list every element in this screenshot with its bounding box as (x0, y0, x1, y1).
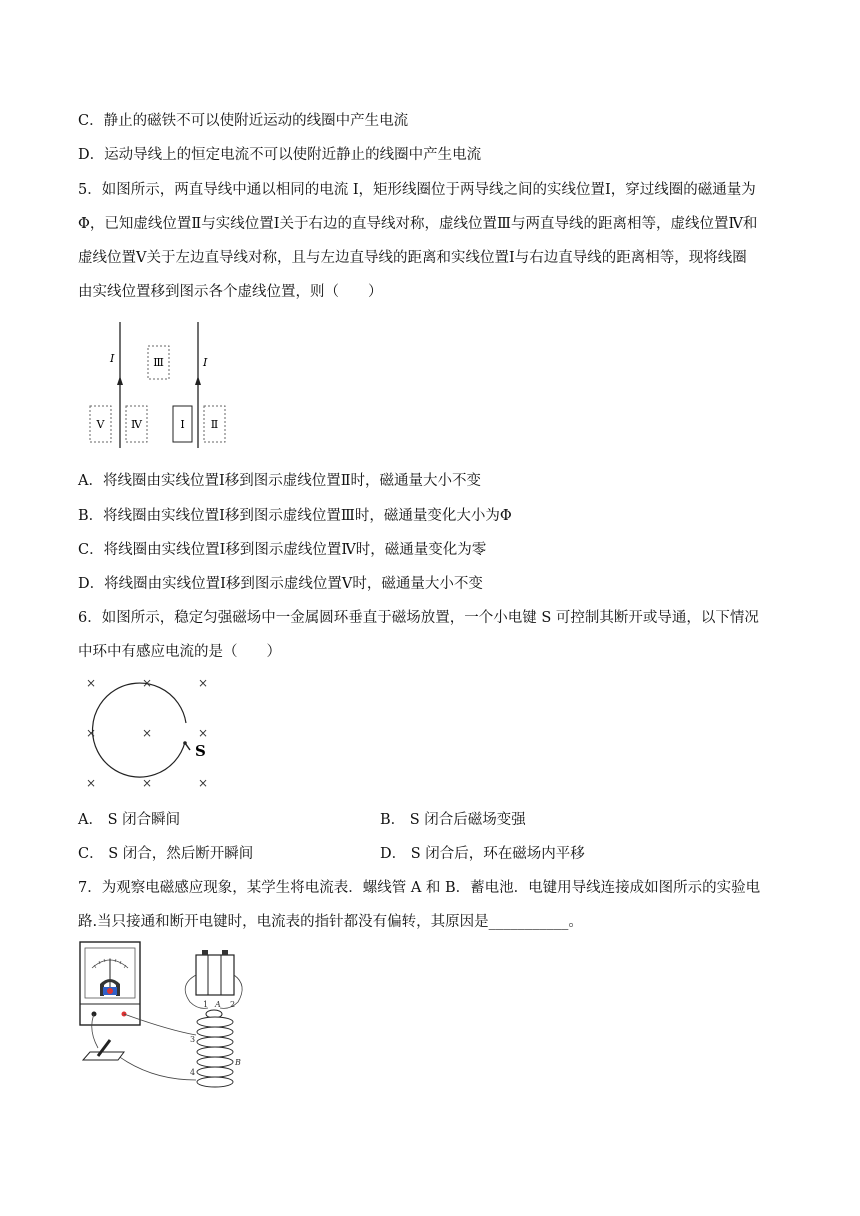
q6-stem-line1: 6．如图所示，稳定匀强磁场中一金属圆环垂直于磁场放置，一个小电键 S 可控制其断开或导通，以下情况 (78, 610, 759, 626)
q7-figure (78, 940, 278, 1100)
q6-option-c: C． S 闭合，然后断开瞬间 (78, 846, 254, 862)
coil-b (197, 1017, 233, 1087)
field-mark: × (85, 676, 97, 690)
switch-label: S (195, 742, 206, 760)
right-current-label: I (203, 356, 208, 369)
field-mark: × (141, 776, 153, 790)
svg-text:3: 3 (190, 1035, 196, 1044)
left-wire-arrow (117, 376, 123, 385)
svg-text:4: 4 (190, 1068, 196, 1077)
box-v-label: Ⅴ (96, 418, 105, 431)
right-wire-arrow (195, 376, 201, 385)
q6-stem-line2: 中环中有感应电流的是（ ） (78, 644, 281, 660)
q6-option-d: D． S 闭合后，环在磁场内平移 (380, 846, 585, 862)
switch-base (83, 1052, 124, 1060)
q6-figure (82, 673, 218, 795)
svg-text:A: A (215, 1000, 221, 1009)
option-d-prev: D．运动导线上的恒定电流不可以使附近静止的线圈中产生电流 (78, 147, 482, 163)
q5-option-a: A．将线圈由实线位置Ⅰ移到图示虚线位置Ⅱ时，磁通量大小不变 (78, 473, 482, 489)
q5-stem-line2: Φ，已知虚线位置Ⅱ与实线位置Ⅰ关于右边的直导线对称，虚线位置Ⅲ与两直导线的距离相等，虚线位置Ⅳ和 (78, 216, 758, 232)
q5-stem-line4: 由实线位置移到图示各个虚线位置，则（ ） (78, 284, 383, 300)
q5-option-c: C．将线圈由实线位置Ⅰ移到图示虚线位置Ⅳ时，磁通量变化为零 (78, 542, 487, 558)
q5-option-b: B．将线圈由实线位置Ⅰ移到图示虚线位置Ⅲ时，磁通量变化大小为Φ (78, 508, 512, 524)
left-current-label: I (110, 352, 115, 365)
metal-ring (93, 683, 186, 777)
svg-text:2: 2 (230, 1000, 236, 1009)
q6-option-b: B． S 闭合后磁场变强 (380, 812, 526, 828)
field-mark: × (85, 776, 97, 790)
svg-text:B: B (235, 1058, 241, 1067)
field-mark: × (197, 676, 209, 690)
field-mark: × (197, 776, 209, 790)
field-mark: × (141, 726, 153, 740)
ammeter-terminal-neg (92, 1012, 97, 1017)
q6-option-a: A． S 闭合瞬间 (78, 812, 181, 828)
q5-option-d: D．将线圈由实线位置Ⅰ移到图示虚线位置Ⅴ时，磁通量大小不变 (78, 576, 483, 592)
option-c-prev: C．静止的磁铁不可以使附近运动的线圈中产生电流 (78, 113, 409, 129)
q7-stem-line1: 7．为观察电磁感应现象，某学生将电流表．螺线管 A 和 B．蓄电池．电键用导线连接成如图所示的实验电 (78, 880, 761, 896)
switch-contact (183, 741, 187, 745)
box-ii-label: Ⅱ (210, 418, 219, 431)
field-mark: × (197, 726, 209, 740)
box-iv-label: Ⅳ (131, 418, 142, 431)
box-i-label: Ⅰ (180, 418, 185, 431)
battery (196, 955, 234, 995)
box-iii-label: Ⅲ (153, 356, 164, 369)
q5-figure (85, 320, 235, 452)
field-mark: × (141, 676, 153, 690)
field-mark: × (85, 726, 97, 740)
q7-stem-line2: 路.当只接通和断开电键时，电流表的指针都没有偏转，其原因是___________。 (78, 914, 583, 930)
q5-stem-line1: 5．如图所示，两直导线中通以相同的电流 I，矩形线圈位于两导线之间的实线位置Ⅰ，穿过线圈的磁通量为 (78, 182, 756, 198)
svg-text:1: 1 (203, 1000, 209, 1009)
q5-stem-line3: 虚线位置Ⅴ关于左边直导线对称，且与左边直导线的距离和实线位置Ⅰ与右边直导线的距离相等，现将线圈 (78, 250, 747, 266)
